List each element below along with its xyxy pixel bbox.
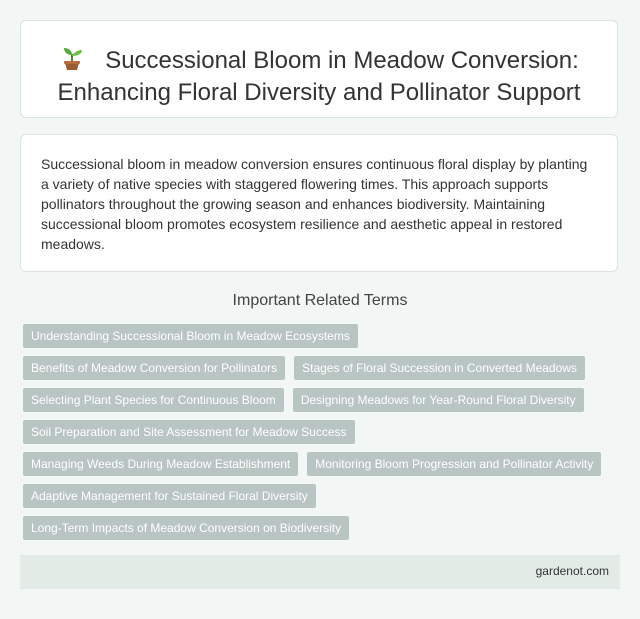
footer — [20, 555, 620, 589]
tag-row — [23, 388, 623, 420]
tag-row — [23, 516, 623, 548]
term-tag[interactable]: Understanding Successional Bloom in Meadow Ecosystems — [23, 324, 358, 348]
related-terms-list — [23, 324, 623, 548]
description-card — [20, 134, 618, 272]
footer-site-link[interactable]: gardenot.com — [535, 564, 609, 578]
term-tag[interactable]: Long-Term Impacts of Meadow Conversion on Biodiversity — [23, 516, 349, 540]
page-title-text: Successional Bloom in Meadow Conversion: Enhancing Floral Diversity and Pollinator Support — [57, 47, 581, 106]
term-tag[interactable]: Benefits of Meadow Conversion for Pollinators — [23, 356, 285, 380]
term-tag[interactable]: Selecting Plant Species for Continuous Bloom — [23, 388, 284, 412]
page-title — [21, 21, 617, 109]
tag-row — [23, 452, 623, 484]
tag-row — [23, 484, 623, 516]
tag-row — [23, 356, 623, 388]
related-terms-heading: Important Related Terms — [232, 292, 408, 309]
term-tag[interactable]: Soil Preparation and Site Assessment for Meadow Success — [23, 420, 355, 444]
title-card — [20, 20, 618, 118]
tag-row — [23, 324, 623, 356]
term-tag[interactable]: Monitoring Bloom Progression and Pollinator Activity — [307, 452, 601, 476]
term-tag[interactable]: Designing Meadows for Year-Round Floral Diversity — [293, 388, 584, 412]
description-text: Successional bloom in meadow conversion ensures continuous floral display by planting a variety of native species with staggered flowering times. This approach supports pollinators throughout the growing season and enhances biodiversity. Maintaining successional bloom promotes ecosystem resilience and aesthetic appeal in restored meadows. — [41, 156, 588, 252]
term-tag[interactable]: Adaptive Management for Sustained Floral Diversity — [23, 484, 316, 508]
term-tag[interactable]: Stages of Floral Succession in Converted Meadows — [294, 356, 585, 380]
tag-row — [23, 420, 623, 452]
seedling-icon — [59, 45, 85, 71]
term-tag[interactable]: Managing Weeds During Meadow Establishment — [23, 452, 298, 476]
